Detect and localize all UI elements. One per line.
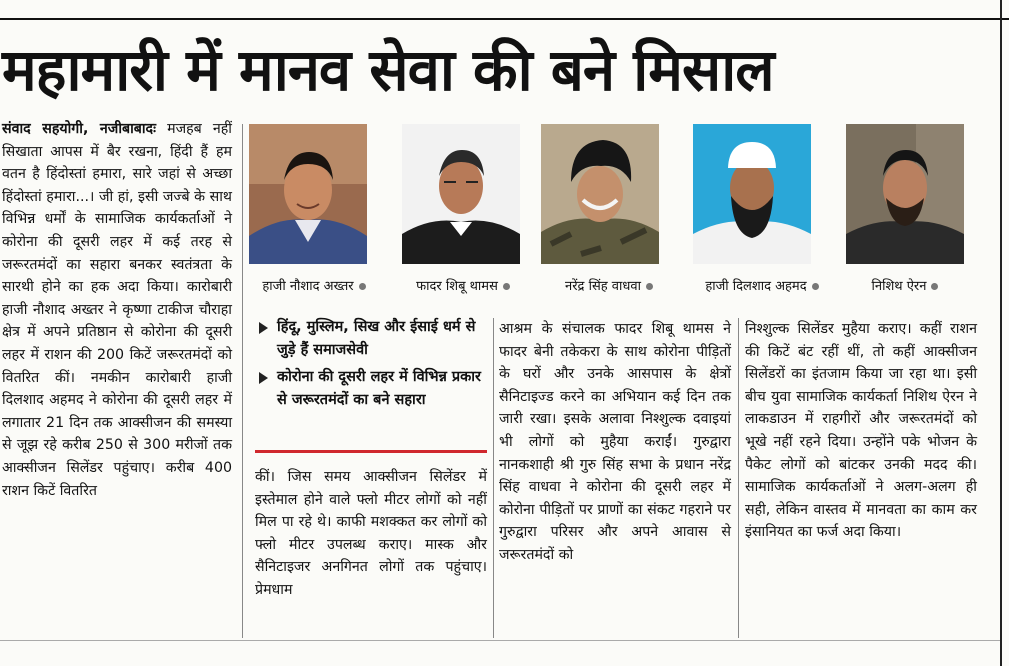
article-column-3: आश्रम के संचालक फादर शिबू थामस ने फादर बेनी तकेकरा के साथ कोरोना पीड़ितों के घरों और उनके आसपास के क्षेत्रों सैनिटाइज्ड करने का अभियान कई दिन तक जारी रखा। इसके अलावा निश्शुल्क दवाइयां भी लोगों को मुहैया कराईं। गुरुद्वारा नानकशाही श्री गुरु सिंह सभा के प्रधान नरेंद्र सिंह वाधवा ने कोरोना की दूसरी लहर में कोरोना पीड़ितों पर प्राणों का संकट गहराने पर गुरुद्वारा परिसर और अपने आवास से जरूरतमंदों को: [499, 321, 731, 563]
photo-father-shibu-thomas: [402, 124, 520, 264]
photo-caption: निशिथ ऐरन: [826, 276, 984, 294]
triangle-bullet-icon: [259, 322, 268, 334]
column-divider: [738, 318, 739, 638]
article-column-4: निश्शुल्क सिलेंडर मुहैया कराए। कहीं राशन की किटें बंट रहीं थीं, तो कहीं आक्सीजन सिलेंडरों का इंतजाम किया जा रहा था। इसी बीच युवा सामाजिक कार्यकर्ता निशिथ ऐरन ने लाकडाउन में राहगीरों और जरूरतमंदों को भूखे नहीं रहने दिया। उन्होंने पके भोजन के पैकेट लोगों को बांटकर उनकी मदद की। सामाजिक कार्यकर्ताओं ने अलग-अलग ही सही, लेकिन वास्तव में मानवता का काम कर इंसानियत का फर्ज अदा किया।: [745, 321, 977, 541]
highlight-item: कोरोना की दूसरी लहर में विभिन्न प्रकार से जरूरतमंदों का बने सहारा: [255, 366, 487, 412]
bullet-icon: [931, 283, 938, 290]
photo-haji-naushad-akhtar: [249, 124, 367, 264]
bullet-icon: [812, 283, 819, 290]
photo-caption: फादर शिबू थामस: [384, 276, 542, 294]
triangle-bullet-icon: [259, 372, 268, 384]
column-divider: [242, 124, 243, 638]
photo-caption: हाजी दिलशाद अहमद: [683, 276, 841, 294]
bottom-rule: [0, 640, 1000, 641]
byline: संवाद सहयोगी, नजीबाबादः: [2, 121, 156, 137]
bullet-icon: [646, 283, 653, 290]
article-column-2: कीं। जिस समय आक्सीजन सिलेंडर में इस्तेमाल होने वाले फ्लो मीटर लोगों को नहीं मिल पा रहे थे। काफी मशक्कत कर लोगों को फ्लो मीटर उपलब्ध कराए। मास्क और सैनिटाइजर अनगिनत लोगों तक पहुंचाए। प्रेमधाम: [255, 469, 487, 598]
photo-haji-dilshad-ahmad: [693, 124, 811, 264]
column-divider: [493, 318, 494, 638]
highlight-item: हिंदू, मुस्लिम, सिख और ईसाई धर्म से जुड़े हैं समाजसेवी: [255, 316, 487, 362]
photo-caption: नरेंद्र सिंह वाधवा: [530, 276, 688, 294]
photo-nishith-airan: [846, 124, 964, 264]
highlights-box: [255, 316, 487, 416]
article-column-1: [2, 118, 232, 502]
headline: महामारी में मानव सेवा की बने मिसाल: [2, 36, 774, 104]
column-1-text: मजहब नहीं सिखाता आपस में बैर रखना, हिंदी हैं हम वतन है हिंदोस्तां हमारा, सारे जहां से अच्छा हिंदोस्तां हमारा...। जी हां, इसी जज्बे के साथ विभिन्न धर्मों के सामाजिक कार्यकर्ताओं ने कोरोना की दूसरी लहर में कई तरह से जरूरतमंदों का सहारा बनकर स्वतंत्रता के सारथी होने का हक अदा किया। कारोबारी हाजी नौशाद अख्तर ने कृष्णा टाकीज चौराहा क्षेत्र में अपने प्रतिष्ठान से कोरोना की दूसरी लहर में राशन की 200 किटें जरूरतमंदों को वितरित कीं। नमकीन कारोबारी हाजी दिलशाद अहमद ने कोरोना की दूसरी लहर में लगातार 21 दिन तक आक्सीजन की समस्या से जूझ रहे करीब 250 से 300 मरीजों तक आक्सीजन सिलेंडर पहुंचाए। करीब 400 राशन किटें वितरित: [2, 121, 232, 499]
photo-narendra-singh-wadhwa: [541, 124, 659, 264]
page-edge-rule: [1000, 0, 1002, 666]
photo-caption: हाजी नौशाद अख्तर: [235, 276, 393, 294]
bullet-icon: [359, 283, 366, 290]
top-rule: [0, 18, 1009, 20]
bullet-icon: [503, 283, 510, 290]
highlight-underline: [255, 450, 487, 453]
